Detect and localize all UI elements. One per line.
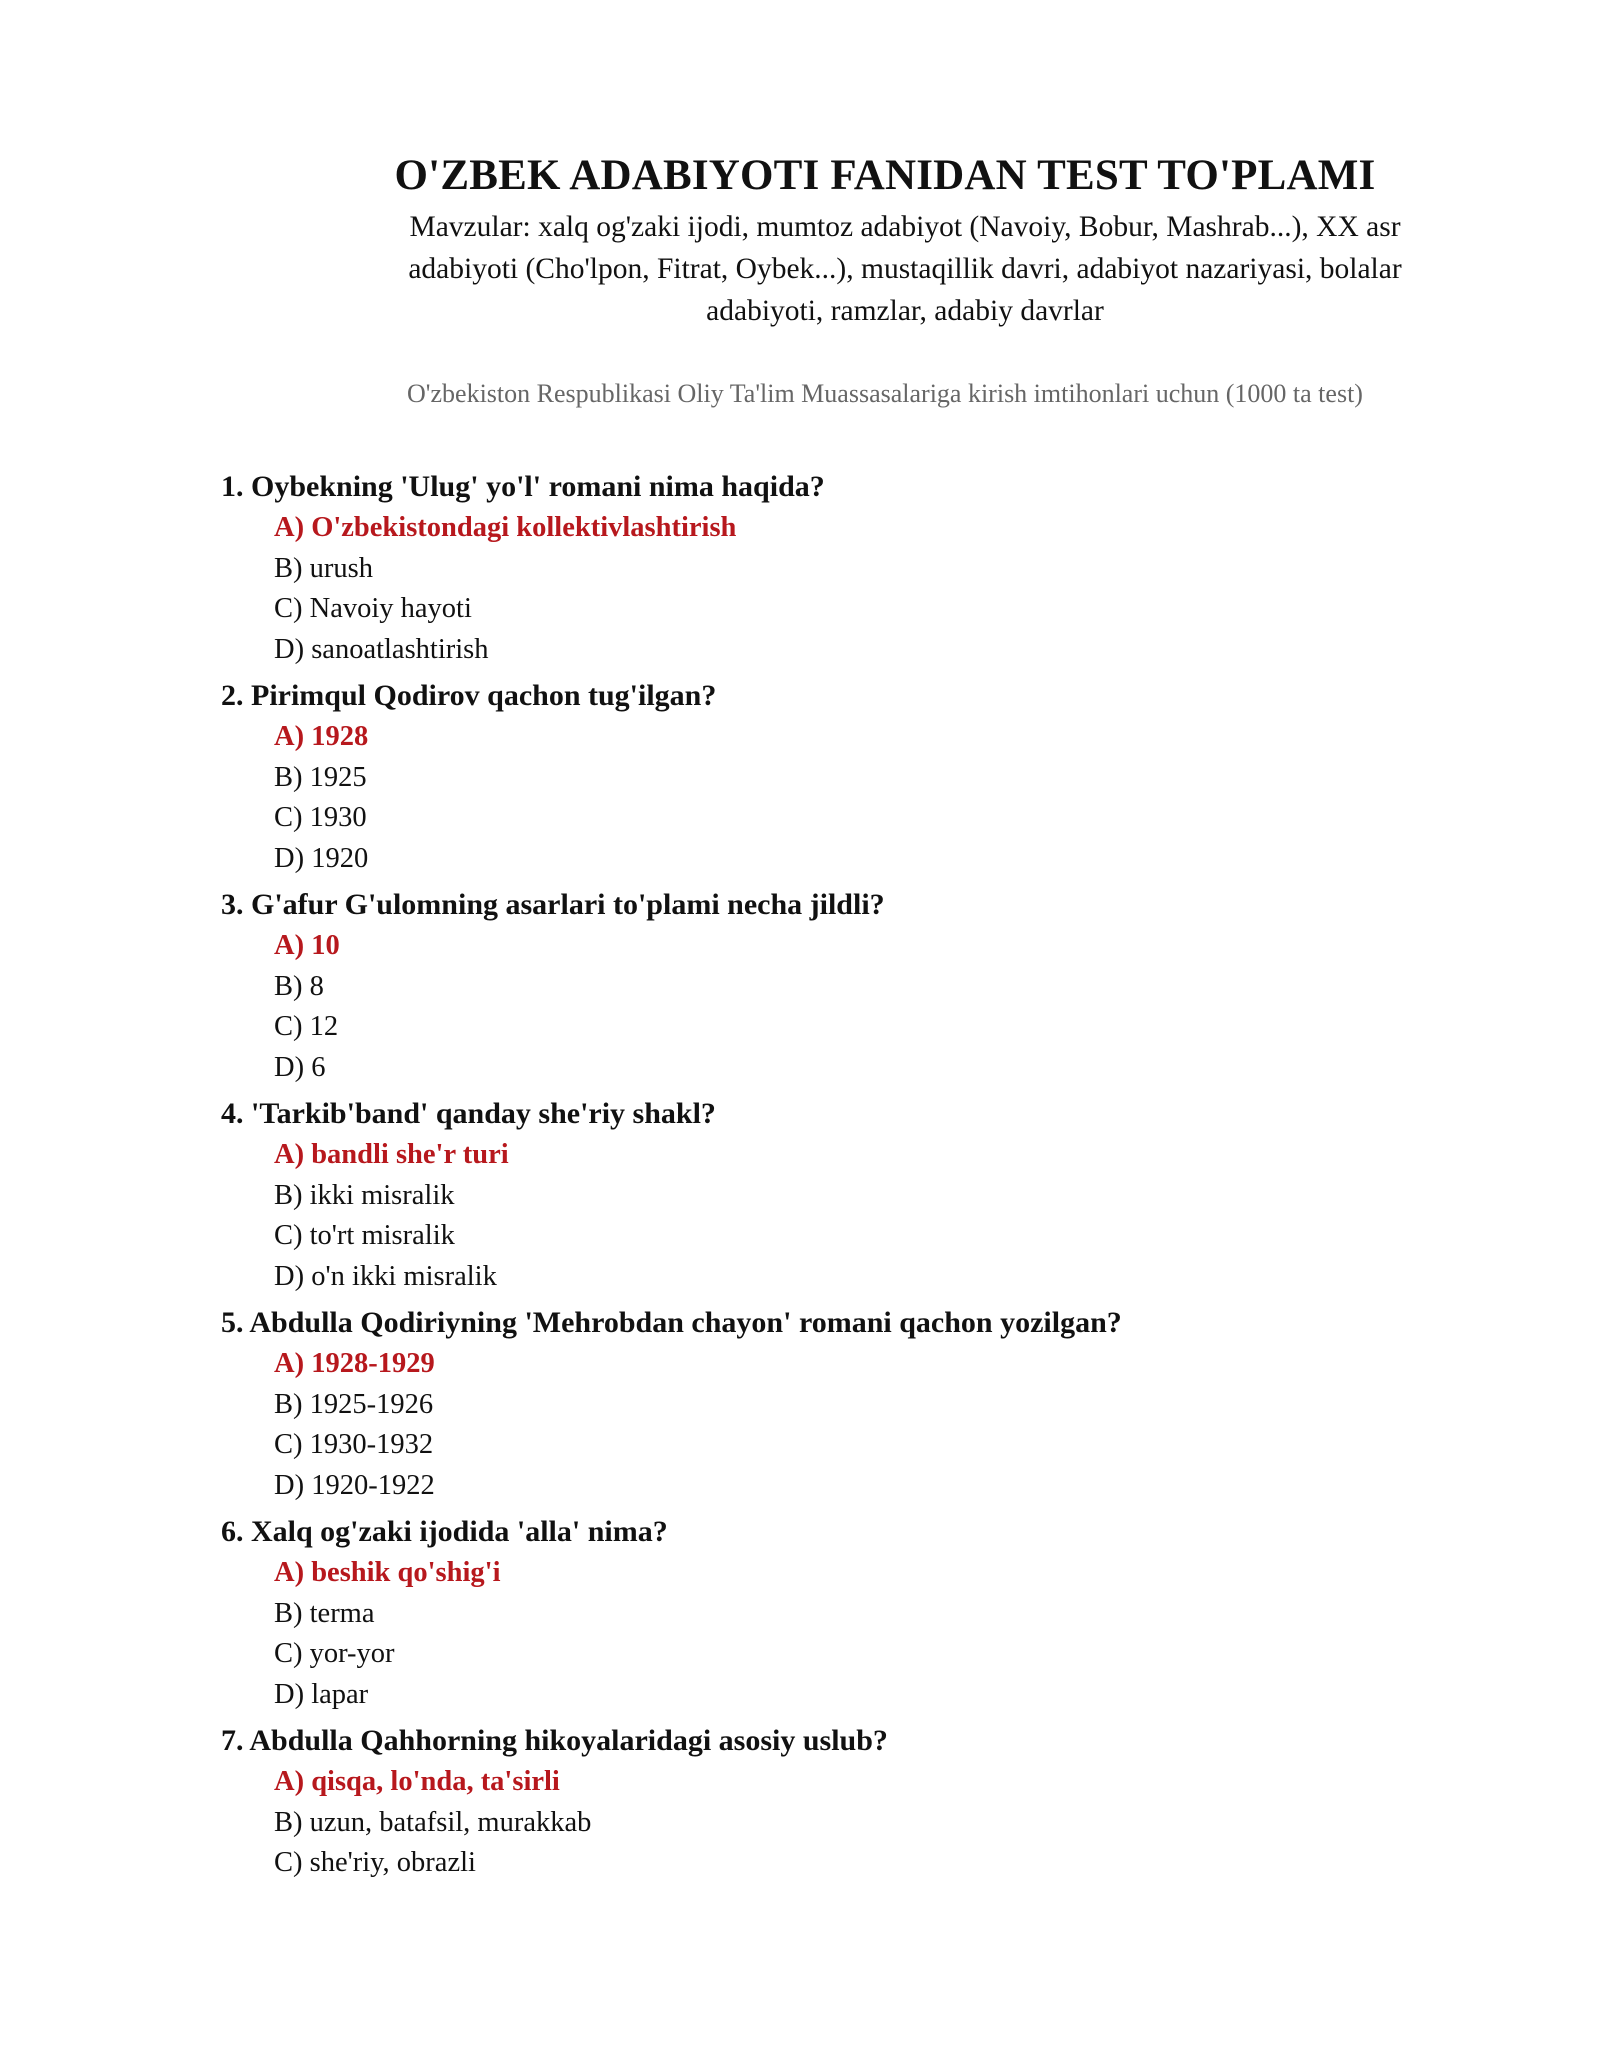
question-item — [221, 1511, 1521, 1715]
answer-options — [221, 1553, 1521, 1715]
question-text: 7. Abdulla Qahhorning hikoyalaridagi asosiy uslub? — [221, 1724, 888, 1757]
document-title: O'ZBEK ADABIYOTI FANIDAN TEST TO'PLAMI — [394, 152, 1376, 199]
answer-option: D) lapar — [274, 1678, 369, 1710]
answer-option: D) 6 — [274, 1051, 326, 1083]
answer-option: C) yor-yor — [274, 1638, 395, 1669]
answer-option: C) 1930 — [274, 802, 367, 833]
correct-answer-option: A) beshik qo'shig'i — [274, 1557, 501, 1588]
answer-option: C) 12 — [274, 1011, 339, 1042]
question-text: 4. 'Tarkib'band' qanday she'riy shakl? — [221, 1097, 716, 1130]
question-item — [221, 1720, 1521, 1884]
question-item — [221, 1093, 1521, 1297]
answer-option: D) 1920 — [274, 842, 369, 874]
answer-option: D) 1920-1922 — [274, 1469, 435, 1501]
correct-answer-option: A) 1928 — [274, 721, 369, 752]
answer-option: C) Navoiy hayoti — [274, 593, 472, 624]
answer-option: D) o'n ikki misralik — [274, 1260, 497, 1292]
question-text: 2. Pirimqul Qodirov qachon tug'ilgan? — [221, 679, 717, 712]
answer-option: B) terma — [274, 1597, 375, 1629]
question-text: 3. G'afur G'ulomning asarlari to'plami necha jildli? — [221, 888, 885, 921]
question-item — [221, 884, 1521, 1088]
correct-answer-option: A) qisqa, lo'nda, ta'sirli — [274, 1766, 560, 1797]
question-item — [221, 1302, 1521, 1506]
question-item — [221, 675, 1521, 879]
answer-option: B) 8 — [274, 970, 324, 1002]
question-list — [221, 466, 1521, 1889]
document-subtitle: Mavzular: xalq og'zaki ijodi, mumtoz adabiyot (Navoiy, Bobur, Mashrab...), XX asr adabiyoti (Cho'lpon, Fitrat, Oybek...), mustaqillik davri, adabiyot nazariyasi, bolalar adabiyoti, ramzlar, adabiy davrlar — [408, 211, 1402, 327]
correct-answer-option: A) 1928-1929 — [274, 1348, 435, 1379]
correct-answer-option: A) 10 — [274, 930, 340, 961]
answer-options — [221, 1135, 1521, 1297]
answer-options — [221, 926, 1521, 1088]
answer-option: B) uzun, batafsil, murakkab — [274, 1806, 592, 1838]
correct-answer-option: A) bandli she'r turi — [274, 1139, 509, 1170]
answer-options — [221, 1762, 1521, 1884]
answer-option: B) 1925-1926 — [274, 1388, 434, 1420]
question-item — [221, 466, 1521, 670]
question-text: 6. Xalq og'zaki ijodida 'alla' nima? — [221, 1515, 668, 1548]
question-text: 1. Oybekning 'Ulug' yo'l' romani nima haqida? — [221, 470, 825, 503]
answer-option: C) she'riy, obrazli — [274, 1847, 476, 1878]
answer-option: C) 1930-1932 — [274, 1429, 434, 1460]
question-text: 5. Abdulla Qodiriyning 'Mehrobdan chayon' romani qachon yozilgan? — [221, 1306, 1122, 1339]
answer-option: B) ikki misralik — [274, 1179, 455, 1211]
answer-option: B) urush — [274, 552, 373, 584]
answer-option: B) 1925 — [274, 761, 367, 793]
correct-answer-option: A) O'zbekistondagi kollektivlashtirish — [274, 512, 737, 543]
institution-note: O'zbekiston Respublikasi Oliy Ta'lim Muassasalariga kirish imtihonlari uchun (1000 ta test) — [407, 379, 1363, 408]
answer-options — [221, 1344, 1521, 1506]
answer-option: C) to'rt misralik — [274, 1220, 455, 1251]
answer-options — [221, 717, 1521, 879]
answer-options — [221, 508, 1521, 670]
answer-option: D) sanoatlashtirish — [274, 633, 489, 665]
